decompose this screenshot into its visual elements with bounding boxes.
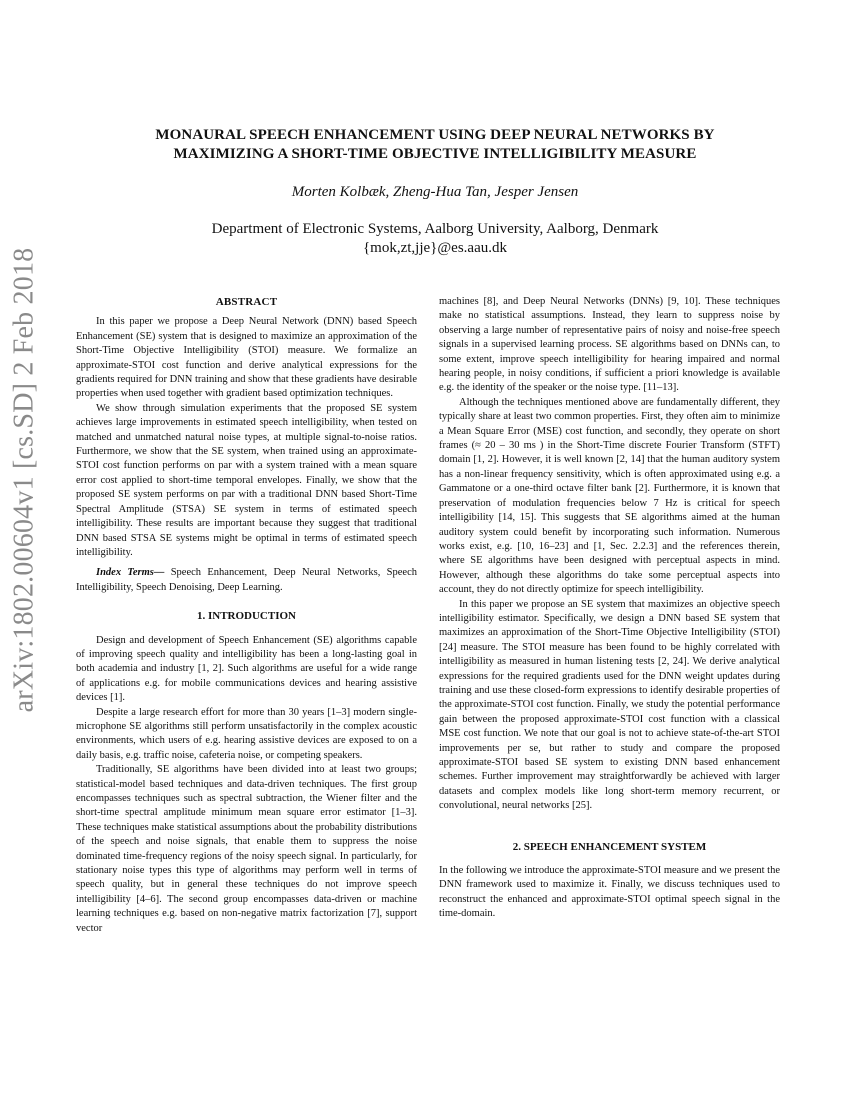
- right-column: [439, 295, 780, 922]
- arxiv-identifier-text: arXiv:1802.00604v1 [cs.SD] 2 Feb 2018: [8, 247, 40, 713]
- affiliation: Department of Electronic Systems, Aalborg University, Aalborg, Denmark: [211, 221, 659, 237]
- authors: Morten Kolbæk, Zheng-Hua Tan, Jesper Jensen: [291, 184, 579, 200]
- section-2-heading: 2. SPEECH ENHANCEMENT SYSTEM: [512, 840, 707, 853]
- introduction-heading: 1. INTRODUCTION: [196, 610, 296, 623]
- intro-paragraph-6: In this paper we propose an SE system that maximizes an objective speech intelligibility estimator. Specifically, we design a DNN based SE system that maximizes an approximation of the Short-Time Objective Intelligibility (STOI) [24] measure. The STOI measure has been found to be highly correlated with intelligibility as measured in human listening tests [2, 24]. We derive analytical expressions for the required gradients used for the DNN weight updates during training and use these closed-form expressions to identify desirable properties of the approximate-STOI cost function. Finally, we study the potential performance gain between the proposed approximate-STOI cost function with a classical MSE cost function. We note that our goal is not to achieve state-of-the-art STOI improvements per se, but rather to study and compare the proposed approximate-STOI based SE system to existing DNN based enhancement schemes. Further improvement may straightforwardly be achieved with larger datasets and complex models like long short-term memory recurrent, or convolutional, neural networks [25].: [439, 598, 780, 812]
- title-line-2: MAXIMIZING A SHORT-TIME OBJECTIVE INTELLIGIBILITY MEASURE: [173, 146, 697, 162]
- abstract-heading: ABSTRACT: [215, 296, 278, 308]
- intro-paragraph-4: machines [8], and Deep Neural Networks (DNNs) [9, 10]. These techniques make no statistical assumptions. Instead, they learn to suppress noise by observing a large number of representative pairs of noisy and noise-free speech signals in a supervised learning process. SE algorithms based on DNNs can, to some extent, improve speech intelligibility for hearing impaired and normal hearing people, in noisy conditions, if sufficient a priori knowledge is available e.g. the identity of the speaker or the noise type. [11–13].: [439, 296, 780, 394]
- arxiv-identifier: [4, 247, 44, 713]
- abstract-paragraph-1: In this paper we propose a Deep Neural Network (DNN) based Speech Enhancement (SE) system that is designed to maximize an approximation of the Short-Time Objective Intelligibility (STOI) measure. We formalize an approximate-STOI cost function and derive analytical expressions for the gradients required for DNN training and show that these gradients have desirable properties when used together with gradient based optimization techniques.: [76, 316, 417, 400]
- abstract-paragraph-2: We show through simulation experiments that the proposed SE system achieves large improvements in estimated speech intelligibility, when tested on matched and unmatched natural noise types, at multiple signal-to-noise ratios. Furthermore, we show that the SE system, when trained using an approximate-STOI cost function performs on par with a system trained with a mean square error cost applied to short-time temporal envelopes. Finally, we show that the proposed SE system performs on par with a traditional DNN based Short-Time Spectral Amplitude (STSA) SE system in terms of estimated speech intelligibility. These results are important because they suggest that traditional DNN based STSA SE systems might be optimal in terms of estimated speech intelligibility.: [76, 402, 417, 558]
- index-terms-label: Index Terms—: [96, 567, 165, 579]
- index-terms: [76, 566, 417, 595]
- email: {mok,zt,jje}@es.aau.dk: [362, 240, 507, 256]
- paper-title: [90, 126, 780, 164]
- index-terms-text: Speech Enhancement, Deep Neural Networks, Speech Intelligibility, Speech Denoising, Deep Learning.: [76, 567, 417, 593]
- title-line-1: MONAURAL SPEECH ENHANCEMENT USING DEEP NEURAL NETWORKS BY: [155, 127, 715, 143]
- intro-paragraph-1: Design and development of Speech Enhancement (SE) algorithms capable of improving speech quality and intelligibility has been a long-lasting goal in both academia and industry [1, 2]. Such algorithms are useful for a wide range of applications e.g. for mobile communications devices and hearing assistive devices [1].: [76, 634, 417, 704]
- intro-paragraph-2: Despite a large research effort for more than 30 years [1–3] modern single-microphone SE algorithms still perform unsatisfactorily in the complex acoustic environments, which users of e.g. hearing assistive devices are exposed to on a daily basis, e.g. traffic noise, cafeteria noise, or competing speakers.: [76, 706, 417, 761]
- intro-paragraph-3: Traditionally, SE algorithms have been divided into at least two groups; statistical-model based techniques and data-driven techniques. The first group encompasses techniques such as spectral subtraction, the Wiener filter and the short-time spectral amplitude minimum mean square error estimator [1–3]. These techniques make statistical assumptions about the probability distributions of the speech and noise signals, that enable them to suppress the noise dominated time-frequency regions of the noisy speech signal. In particularly, for stationary noise types this type of algorithms may perform well in terms of speech quality, but in general these techniques do not improve speech intelligibility [4–6]. The second group encompasses data-driven or machine learning techniques e.g. based on non-negative matrix factorization [7], support vector: [76, 764, 417, 934]
- intro-paragraph-5: Although the techniques mentioned above are fundamentally different, they typically share at least two common properties. First, they often aim to minimize a Mean Square Error (MSE) cost function, and secondly, they operate on short frames (≈ 20 – 30 ms ) in the Short-Time discrete Fourier Transform (STFT) domain [1, 2]. However, it is well known [2, 14] that the human auditory system has a non-linear frequency sensitivity, which is often approximated using e.g. a Gammatone or a one-third octave filter bank [2]. Furthermore, it is known that preservation of modulation frequencies below 7 Hz is critical for speech intelligibility [14, 15]. This suggests that SE algorithms aimed at the human auditory system could benefit by incorporating such information. Numerous works exist, e.g. [10, 16–23] and [1, Sec. 2.2.3] and the references therein, where SE algorithms have been designed with perceptual aspects in mind. However, although these algorithms do take some perceptual aspects into account, they do not directly optimize for speech intelligibility.: [439, 396, 780, 596]
- affiliation-block: [90, 220, 780, 258]
- left-column: [76, 295, 417, 936]
- section-2-paragraph-1: In the following we introduce the approximate-STOI measure and we present the DNN framework used to maximize it. Finally, we discuss techniques used to reconstruct the enhanced and approximate-STOI optimal speech signal in the time-domain.: [439, 865, 780, 920]
